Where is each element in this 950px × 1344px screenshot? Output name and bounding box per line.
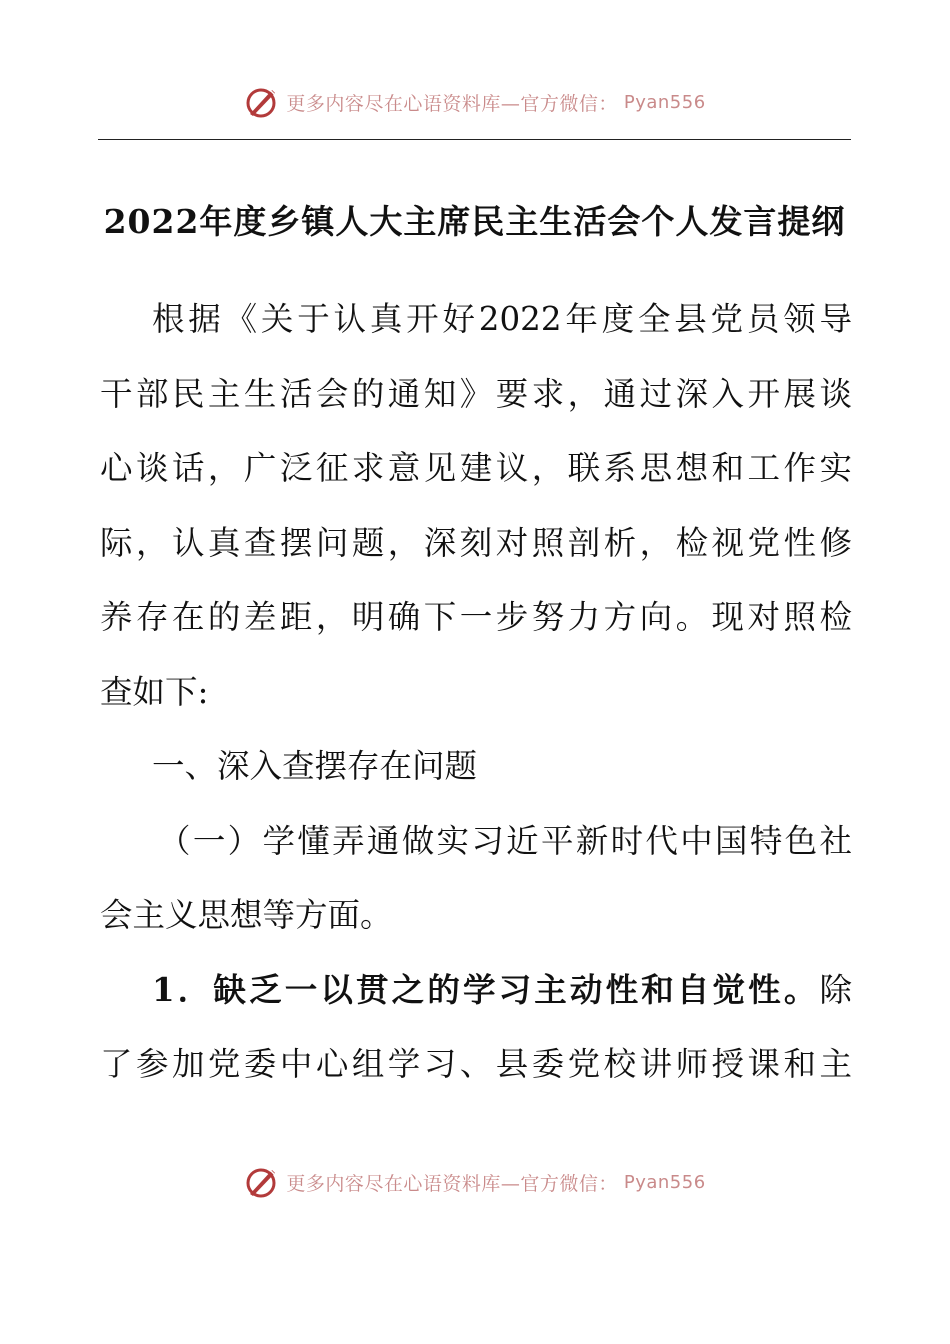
header-divider: [98, 139, 851, 140]
watermark-text: 更多内容尽在心语资料库—官方微信：: [286, 92, 618, 115]
pen-circle-logo-icon: [244, 1164, 280, 1200]
header-watermark: [0, 82, 950, 122]
point-line: 了参加党委中心组学习、县委党校讲师授课和主: [100, 1045, 852, 1083]
paragraph-line: 根据《关于认真开好2022年度全县党员领导: [152, 300, 852, 338]
footer-watermark: [0, 1162, 950, 1202]
paragraph-line: 干部民主生活会的通知》要求，通过深入开展谈: [100, 374, 852, 413]
point-line: [100, 953, 852, 1028]
watermark-text: 更多内容尽在心语资料库—官方微信：: [286, 1172, 618, 1195]
paragraph-line: 查如下:: [100, 672, 209, 711]
document-body: [100, 282, 852, 1102]
pen-circle-logo-icon: [244, 84, 280, 120]
document-title: 2022年度乡镇人大主席民主生活会个人发言提纲: [103, 202, 846, 241]
point-heading: 1．缺乏一以贯之的学习主动性和自觉性。: [152, 969, 820, 1009]
section-heading: 一、深入查摆存在问题: [152, 747, 478, 785]
subsection-heading-line: 会主义思想等方面。: [100, 896, 393, 934]
paragraph-line: 养存在的差距，明确下一步努力方向。现对照检: [100, 598, 852, 636]
paragraph-line: 心谈话，广泛征求意见建议，联系思想和工作实: [100, 449, 852, 487]
watermark-wechat-id: Pyan556: [623, 1171, 706, 1193]
point-text: 除: [819, 970, 852, 1009]
subsection-heading-line: （一）学懂弄通做实习近平新时代中国特色社: [158, 821, 852, 860]
watermark-wechat-id: Pyan556: [623, 91, 706, 113]
paragraph-line: 际，认真查摆问题，深刻对照剖析，检视党性修: [100, 523, 852, 562]
